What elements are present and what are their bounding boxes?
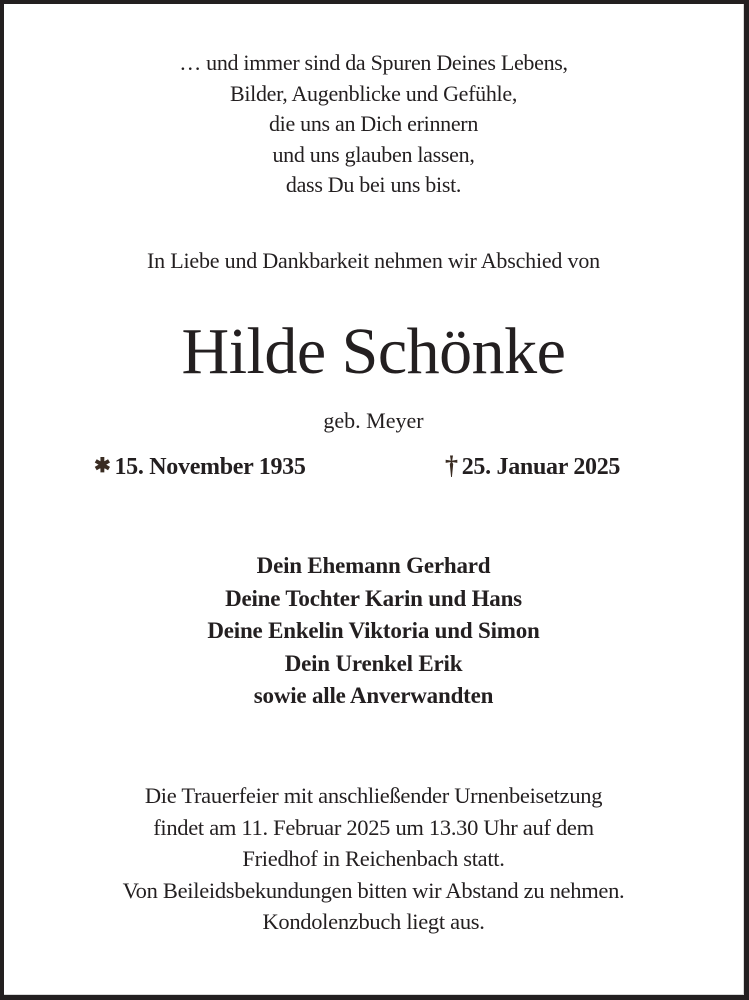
service-line: Die Trauerfeier mit anschließender Urnenbeisetzung xyxy=(144,783,603,808)
deceased-name: Hilde Schönke xyxy=(181,315,566,388)
death-date: 25. Januar 2025 xyxy=(461,454,621,480)
mourner-line: Dein Urenkel Erik xyxy=(284,650,463,676)
service-line: Von Beileidsbekundungen bitten wir Abstand zu nehmen. xyxy=(122,877,625,903)
poem-line: die uns an Dich erinnern xyxy=(268,111,479,136)
mourner-line: Deine Enkelin Viktoria und Simon xyxy=(207,618,540,643)
service-line: Kondolenzbuch liegt aus. xyxy=(262,909,485,934)
poem-line: Bilder, Augenblicke und Gefühle, xyxy=(229,80,518,106)
poem-line: … und immer sind da Spuren Deines Lebens, xyxy=(179,50,568,75)
obituary-notice xyxy=(4,4,744,995)
death-date-group xyxy=(445,448,620,485)
maiden-name: geb. Meyer xyxy=(323,408,424,433)
mourner-line: Deine Tochter Karin und Hans xyxy=(225,585,522,611)
poem-line: dass Du bei uns bist. xyxy=(285,172,462,197)
mourner-line: Dein Ehemann Gerhard xyxy=(256,553,491,578)
birth-date: 15. November 1935 xyxy=(114,454,306,480)
cross-death-icon: † xyxy=(445,451,458,480)
poem xyxy=(4,48,743,201)
poem-line: und uns glauben lassen, xyxy=(272,141,475,167)
service-line: findet am 11. Februar 2025 um 13.30 Uhr auf dem xyxy=(153,814,594,840)
intro-text: In Liebe und Dankbarkeit nehmen wir Abschied von xyxy=(147,248,600,273)
service-info xyxy=(4,780,743,938)
birth-date-group xyxy=(94,448,306,485)
life-dates xyxy=(4,448,743,484)
mourners-list xyxy=(4,550,743,713)
star-birth-icon: ✱ xyxy=(94,455,111,477)
service-line: Friedhof in Reichenbach statt. xyxy=(242,846,505,871)
mourner-line: sowie alle Anverwandten xyxy=(253,683,494,708)
